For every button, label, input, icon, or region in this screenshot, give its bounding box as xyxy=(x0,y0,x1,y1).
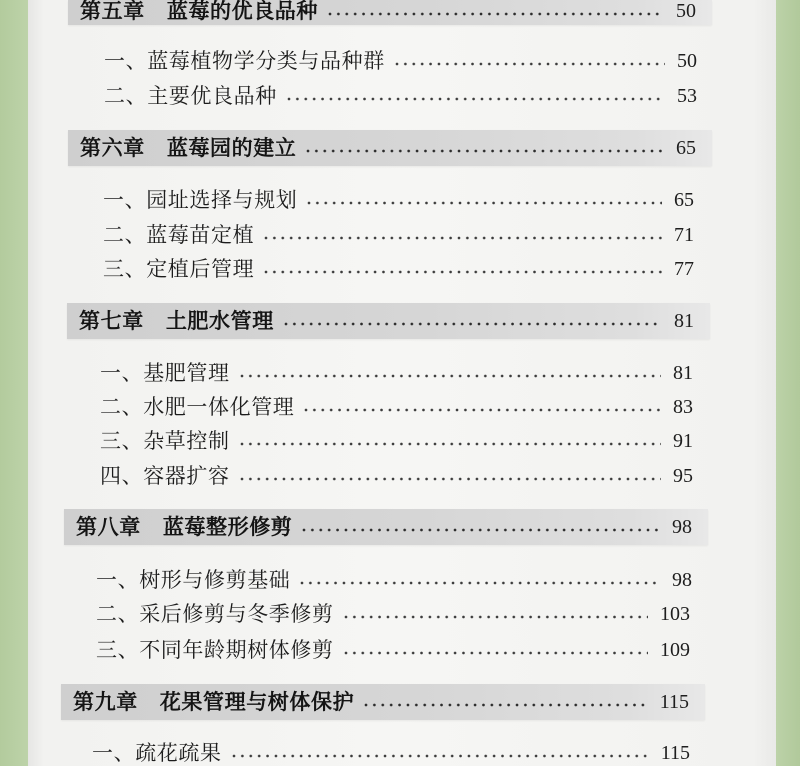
section-title: 一、疏花疏果 xyxy=(92,741,222,765)
chapter-title: 蓝莓园的建立 xyxy=(166,135,297,160)
section-entry xyxy=(100,426,693,456)
page-number: 115 xyxy=(660,742,690,764)
page-number: 65 xyxy=(674,189,694,211)
section-entry xyxy=(96,599,690,629)
dot-leader xyxy=(264,236,662,240)
dot-leader xyxy=(304,408,661,412)
dot-leader xyxy=(344,615,648,619)
dot-leader xyxy=(232,754,649,758)
page-number: 50 xyxy=(676,0,696,22)
section-entry xyxy=(92,741,690,766)
section-title: 四、容器扩容 xyxy=(100,464,230,488)
section-entry xyxy=(103,185,694,215)
page-number: 95 xyxy=(673,465,693,487)
green-border-right xyxy=(776,0,800,766)
dot-leader xyxy=(344,651,648,655)
section-entry xyxy=(103,254,694,284)
chapter-title: 花果管理与树体保护 xyxy=(159,689,355,714)
section-entry xyxy=(100,358,693,388)
chapter-9-heading xyxy=(61,684,705,720)
section-title: 三、不同年龄期树体修剪 xyxy=(96,638,334,662)
chapter-number: 第六章 xyxy=(80,135,145,160)
page-number: 77 xyxy=(674,258,694,280)
section-title: 二、主要优良品种 xyxy=(104,84,277,108)
section-entry xyxy=(104,81,697,111)
chapter-number: 第八章 xyxy=(76,514,141,539)
section-entry xyxy=(96,565,692,595)
chapter-number: 第九章 xyxy=(73,689,138,714)
page-number: 109 xyxy=(660,639,690,661)
chapter-number: 第五章 xyxy=(80,0,145,23)
dot-leader xyxy=(284,322,662,326)
dot-leader xyxy=(240,374,661,378)
chapter-title: 蓝莓的优良品种 xyxy=(166,0,319,23)
dot-leader xyxy=(328,12,664,16)
page-number: 71 xyxy=(674,224,694,246)
chapter-8-heading xyxy=(64,509,708,545)
chapter-6-heading xyxy=(68,130,712,166)
dot-leader xyxy=(364,703,648,707)
section-title: 三、定植后管理 xyxy=(103,257,255,281)
section-title: 二、采后修剪与冬季修剪 xyxy=(96,602,334,626)
page-number: 98 xyxy=(672,569,692,591)
dot-leader xyxy=(395,62,665,66)
dot-leader xyxy=(287,97,665,101)
section-title: 二、蓝莓苗定植 xyxy=(103,223,255,247)
page-number: 53 xyxy=(677,85,697,107)
page-number: 103 xyxy=(660,603,690,625)
dot-leader xyxy=(306,149,664,153)
dot-leader xyxy=(302,528,660,532)
section-entry xyxy=(104,46,697,76)
section-title: 一、园址选择与规划 xyxy=(103,188,298,212)
dot-leader xyxy=(240,442,661,446)
chapter-number: 第七章 xyxy=(79,308,144,333)
green-border-left xyxy=(0,0,28,766)
page-number: 65 xyxy=(676,137,696,159)
section-title: 一、蓝莓植物学分类与品种群 xyxy=(104,49,385,73)
chapter-title: 土肥水管理 xyxy=(165,308,274,333)
chapter-title: 蓝莓整形修剪 xyxy=(162,514,293,539)
dot-leader xyxy=(300,581,660,585)
chapter-7-heading xyxy=(67,303,710,339)
page-number: 81 xyxy=(674,310,694,332)
page-number: 91 xyxy=(673,430,693,452)
section-entry xyxy=(100,392,693,422)
page-number: 81 xyxy=(673,362,693,384)
page-number: 83 xyxy=(673,396,693,418)
section-title: 一、树形与修剪基础 xyxy=(96,568,291,592)
section-entry xyxy=(100,461,693,491)
page-number: 50 xyxy=(677,50,697,72)
dot-leader xyxy=(307,201,662,205)
chapter-5-heading xyxy=(68,0,712,25)
section-title: 二、水肥一体化管理 xyxy=(100,395,295,419)
dot-leader xyxy=(240,477,661,481)
page-number: 98 xyxy=(672,516,692,538)
section-entry xyxy=(96,635,690,665)
section-title: 三、杂草控制 xyxy=(100,429,230,453)
section-title: 一、基肥管理 xyxy=(100,361,230,385)
page-number: 115 xyxy=(659,691,689,713)
section-entry xyxy=(103,220,694,250)
dot-leader xyxy=(264,270,662,274)
